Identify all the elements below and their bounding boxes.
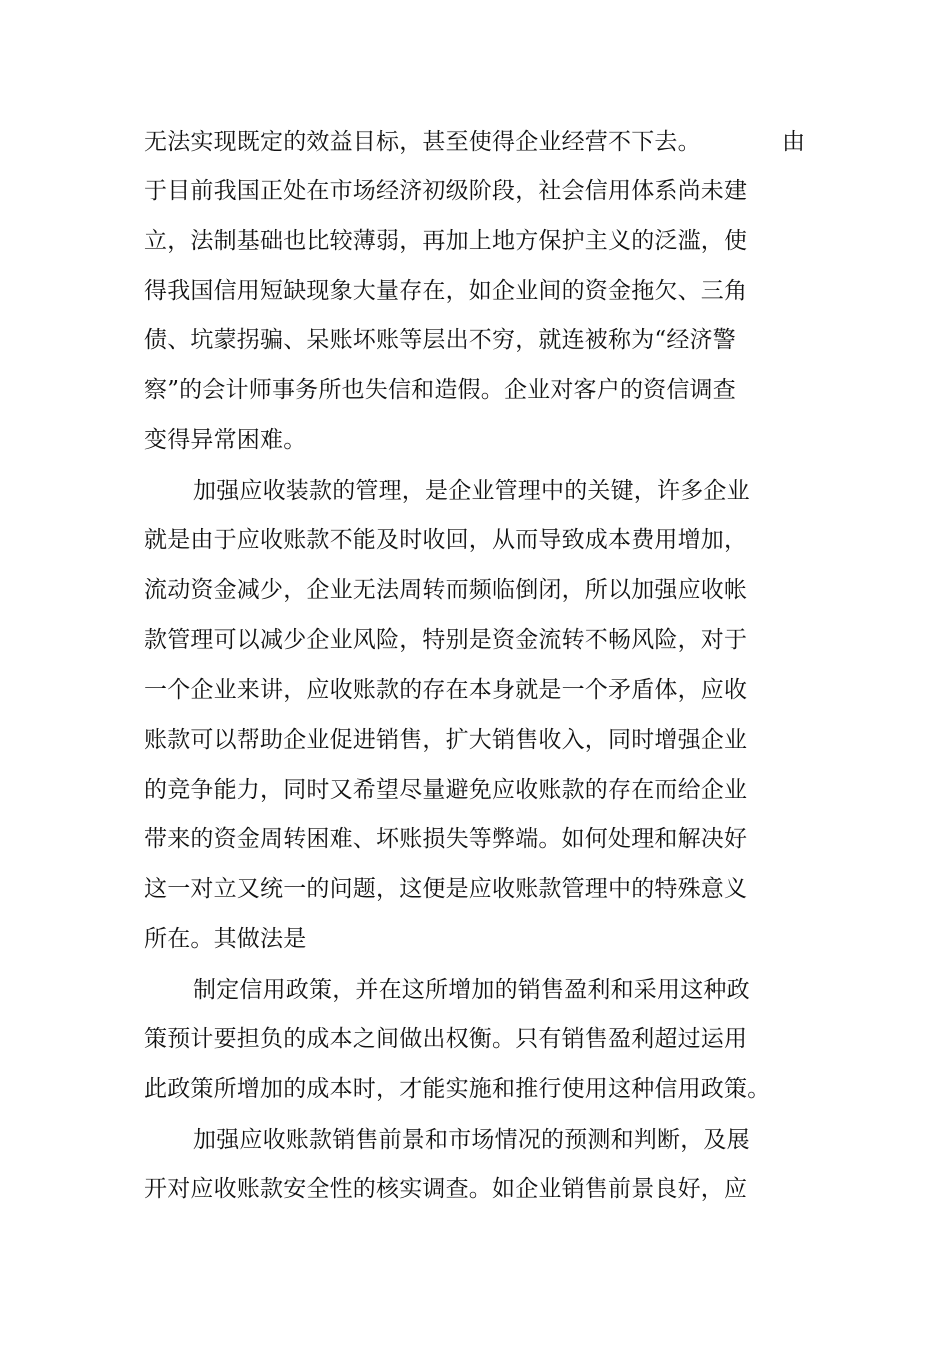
text-line: 所在。其做法是: [144, 926, 307, 952]
text-line: 立，法制基础也比较薄弱，再加上地方保护主义的泛滥，使: [144, 228, 748, 254]
text-line: 带来的资金周转困难、坏账损失等弊端。如何处理和解决好: [144, 826, 748, 852]
text-line-tail: 由: [782, 129, 806, 155]
text-line: 此政策所增加的成本时，才能实施和推行使用这种信用政策。: [144, 1076, 771, 1102]
text-line: 就是由于应收账款不能及时收回，从而导致成本费用增加，: [144, 527, 748, 553]
text-line: 的竞争能力，同时又希望尽量避免应收账款的存在而给企业: [144, 777, 748, 803]
text-line-main: 无法实现既定的效益目标，甚至使得企业经营不下去。: [144, 129, 701, 155]
text-line: 这一对立又统一的问题，这便是应收账款管理中的特殊意义: [144, 876, 748, 902]
text-line: 账款可以帮助企业促进销售，扩大销售收入，同时增强企业: [144, 727, 748, 753]
text-line: 加强应收账款销售前景和市场情况的预测和判断，及展: [193, 1127, 750, 1153]
text-line: [144, 127, 824, 157]
text-line: 债、坑蒙拐骗、呆账坏账等层出不穷，就连被称为“经济警: [144, 327, 736, 353]
text-line: 款管理可以减少企业风险，特别是资金流转不畅风险，对于: [144, 627, 748, 653]
text-line: 加强应收装款的管理，是企业管理中的关键，许多企业: [193, 478, 750, 504]
text-line: 察”的会计师事务所也失信和造假。企业对客户的资信调查: [144, 377, 736, 403]
text-line: 流动资金减少，企业无法周转而频临倒闭，所以加强应收帐: [144, 577, 748, 603]
text-line: 制定信用政策，并在这所增加的销售盈利和采用这种政: [193, 977, 750, 1003]
text-line: 开对应收账款安全性的核实调查。如企业销售前景良好，应: [144, 1176, 748, 1202]
text-line: 变得异常困难。: [144, 427, 307, 453]
text-line: 策预计要担负的成本之间做出权衡。只有销售盈利超过运用: [144, 1026, 748, 1052]
text-line: 于目前我国正处在市场经济初级阶段，社会信用体系尚未建: [144, 178, 748, 204]
text-line: 一个企业来讲，应收账款的存在本身就是一个矛盾体，应收: [144, 677, 748, 703]
text-line: 得我国信用短缺现象大量存在，如企业间的资金拖欠、三角: [144, 278, 748, 304]
